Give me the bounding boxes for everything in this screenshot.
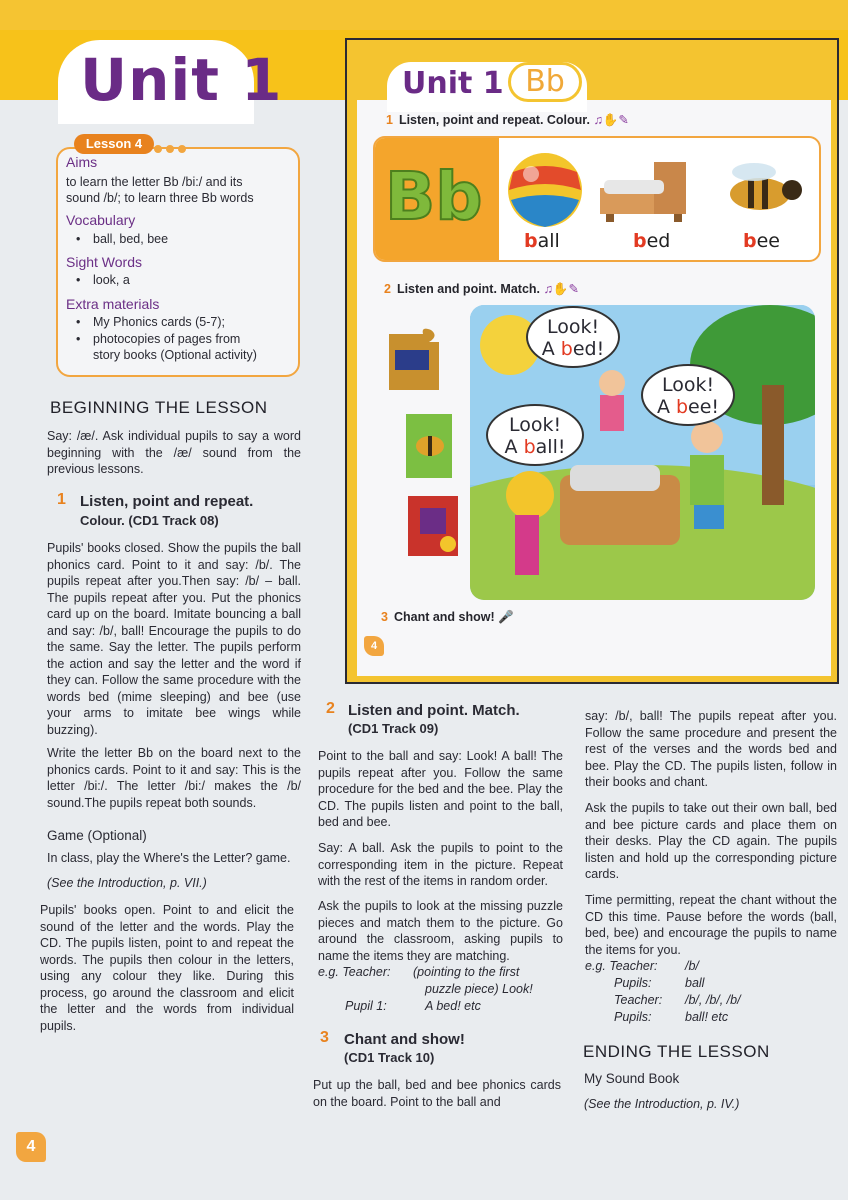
activity-2-instruction: 2 Listen and point. Match. ♫✋✎ <box>384 282 579 296</box>
step2-title: Listen and point. Match. <box>348 702 520 719</box>
col3-eg-who-2: Pupils: <box>614 976 652 990</box>
step1-paragraph-1: Pupils' books closed. Show the pupils the ball phonics card. Point to it and say: /b/. The pupils repeat after you.Then say: /b/ – ball. The pupils repeat after you. Put the phonics card up on the board. Imitate bouncing a ball and say: /b/, ball! Encourage the pupils to do the same. Say the letter. The pupils perform the action and say the letter and the word if they can. Follow the same procedure with the words bed (mime sleeping) and bee (use your arms to imitate bee wings while buzzing). <box>47 541 301 737</box>
step3-title: Chant and show! <box>344 1031 465 1048</box>
extra-item-2: • photocopies of pages from <box>76 331 296 347</box>
aims-text-1: to learn the letter Bb /bi:/ and its <box>66 175 243 189</box>
step3-number: 3 <box>320 1029 329 1046</box>
extra-item-2-cont: story books (Optional activity) <box>93 348 257 362</box>
lesson-tag: Lesson 4 <box>74 134 154 154</box>
extra-item-1: • My Phonics cards (5-7); <box>76 314 296 330</box>
bee-image <box>708 158 812 224</box>
step2-subtitle: (CD1 Track 09) <box>348 721 439 736</box>
big-letter: Bb <box>385 158 483 235</box>
vocabulary-item: • ball, bed, bee <box>76 231 296 247</box>
puzzle-piece-ball <box>402 490 466 562</box>
sight-words-heading: Sight Words <box>66 254 142 270</box>
step1-subtitle: Colour. (CD1 Track 08) <box>80 513 219 528</box>
activity-1-instruction: 1 Listen, point and repeat. Colour. ♫✋✎ <box>386 113 629 127</box>
ending-subheading: My Sound Book <box>584 1071 680 1086</box>
vocabulary-heading: Vocabulary <box>66 212 136 228</box>
game-heading: Game (Optional) <box>47 828 147 843</box>
aims-heading: Aims <box>66 154 98 170</box>
speech-bubble-ball: Look! A ball! <box>486 404 584 466</box>
speech-bubble-bed: Look! A bed! <box>526 306 620 368</box>
activity-3-instruction: 3 Chant and show! 🎤 <box>381 610 514 624</box>
step1-paragraph-3: Pupils' books open. Point to and elicit the sound of the letter and the words. Play the CD. The pupils listen, point to and repeat the words. The pupils then colour in the letters, using any colour they like. During this process, go around the classroom and elicit the letter and the words from individual pupils. <box>40 903 294 1033</box>
beginning-heading: BEGINNING THE LESSON <box>50 398 268 417</box>
game-reference: (See the Introduction, p. VII.) <box>47 876 207 890</box>
speech-bubble-bee: Look! A bee! <box>641 364 735 426</box>
listen-point-match-icons: ♫✋✎ <box>543 282 579 296</box>
aims-text-2: sound /b/; to learn three Bb words <box>66 191 254 205</box>
extra-materials-heading: Extra materials <box>66 296 160 312</box>
col3-eg-say-2: ball <box>685 976 705 990</box>
listen-point-colour-icons: ♫✋✎ <box>593 113 629 127</box>
beginning-intro: Say: /æ/. Ask individual pupils to say a word beginning with the /æ/ sound from the previous lessons. <box>47 429 301 476</box>
student-book-unit-title: Unit 1 <box>402 66 504 101</box>
step2-number: 2 <box>326 700 335 717</box>
eg-pupil-label: Pupil 1: <box>345 999 387 1013</box>
step2-paragraph-3: Ask the pupils to look at the missing puzzle pieces and match them to the picture. Go around the classroom, asking pupils to name the items they are matching. <box>318 899 563 963</box>
eg-teacher-line-1: (pointing to the first <box>413 965 520 979</box>
col3-eg-who-4: Pupils: <box>614 1010 652 1024</box>
puzzle-piece-bee <box>400 408 460 484</box>
unit-title: Unit 1 <box>80 46 283 114</box>
col3-eg-who-3: Teacher: <box>614 993 663 1007</box>
step3-subtitle: (CD1 Track 10) <box>344 1050 435 1065</box>
step1-number: 1 <box>57 491 66 508</box>
bed-image <box>596 158 692 224</box>
col3-eg-say-4: ball! etc <box>685 1010 729 1024</box>
col3-paragraph-1: say: /b/, ball! The pupils repeat after you. Follow the same procedure and present the rest of the verses and the words bed and bee. Play the CD. The pupils listen, follow in their books and chant. <box>585 709 837 789</box>
step1-title: Listen, point and repeat. <box>80 493 254 510</box>
step3-paragraph-1: Put up the ball, bed and bee phonics cards on the board. Point to the ball and <box>313 1078 561 1109</box>
word-bed: bed <box>633 230 671 252</box>
eg-teacher-line-2: puzzle piece) Look! <box>425 982 533 996</box>
eg-pupil-line: A bed! etc <box>425 999 481 1013</box>
word-ball: ball <box>524 230 560 252</box>
student-book-page-number: 4 <box>364 636 384 656</box>
header-band-fade <box>0 0 848 30</box>
col3-paragraph-3: Time permitting, repeat the chant without the CD this time. Pause before the words (ball, bed, bee) and encourage the pupils to name the items for you. <box>585 893 837 957</box>
ending-reference: (See the Introduction, p. IV.) <box>584 1097 740 1111</box>
game-text: In class, play the Where's the Letter? game. <box>47 851 291 865</box>
step2-paragraph-1: Point to the ball and say: Look! A ball! The pupils repeat after you. Follow the same procedure for the bed and the bee. Play the CD. The pupils listen and point to the ball, bed and bee. <box>318 749 563 829</box>
step1-paragraph-2: Write the letter Bb on the board next to the phonics cards. Point to it and say: This is the letter /bi:/. The letter /bi:/ makes the /b/ sound.The pupils repeat both sounds. <box>47 746 301 810</box>
student-book-letter-pill: Bb <box>508 62 582 102</box>
ball-image <box>505 150 585 230</box>
col3-paragraph-2: Ask the pupils to take out their own ball, bed and bee picture cards and place them on their desks. Play the CD again. The pupils listen and hold up the corresponding picture cards. <box>585 801 837 881</box>
step2-paragraph-2: Say: A ball. Ask the pupils to point to the corresponding item in the picture. Repeat with the rest of the items in random order. <box>318 841 563 888</box>
puzzle-piece-bed <box>383 328 445 398</box>
sight-words-item: • look, a <box>76 272 296 288</box>
microphone-icon: 🎤 <box>498 610 514 624</box>
word-bee: bee <box>743 230 780 252</box>
col3-eg-say-1: /b/ <box>685 959 699 973</box>
col3-eg-say-3: /b/, /b/, /b/ <box>685 993 741 1007</box>
eg-teacher-label: e.g. Teacher: <box>318 965 391 979</box>
col3-eg-who-1: e.g. Teacher: <box>585 959 658 973</box>
page-number: 4 <box>16 1132 46 1162</box>
ending-heading: ENDING THE LESSON <box>583 1042 770 1061</box>
lesson-dots <box>154 140 190 158</box>
